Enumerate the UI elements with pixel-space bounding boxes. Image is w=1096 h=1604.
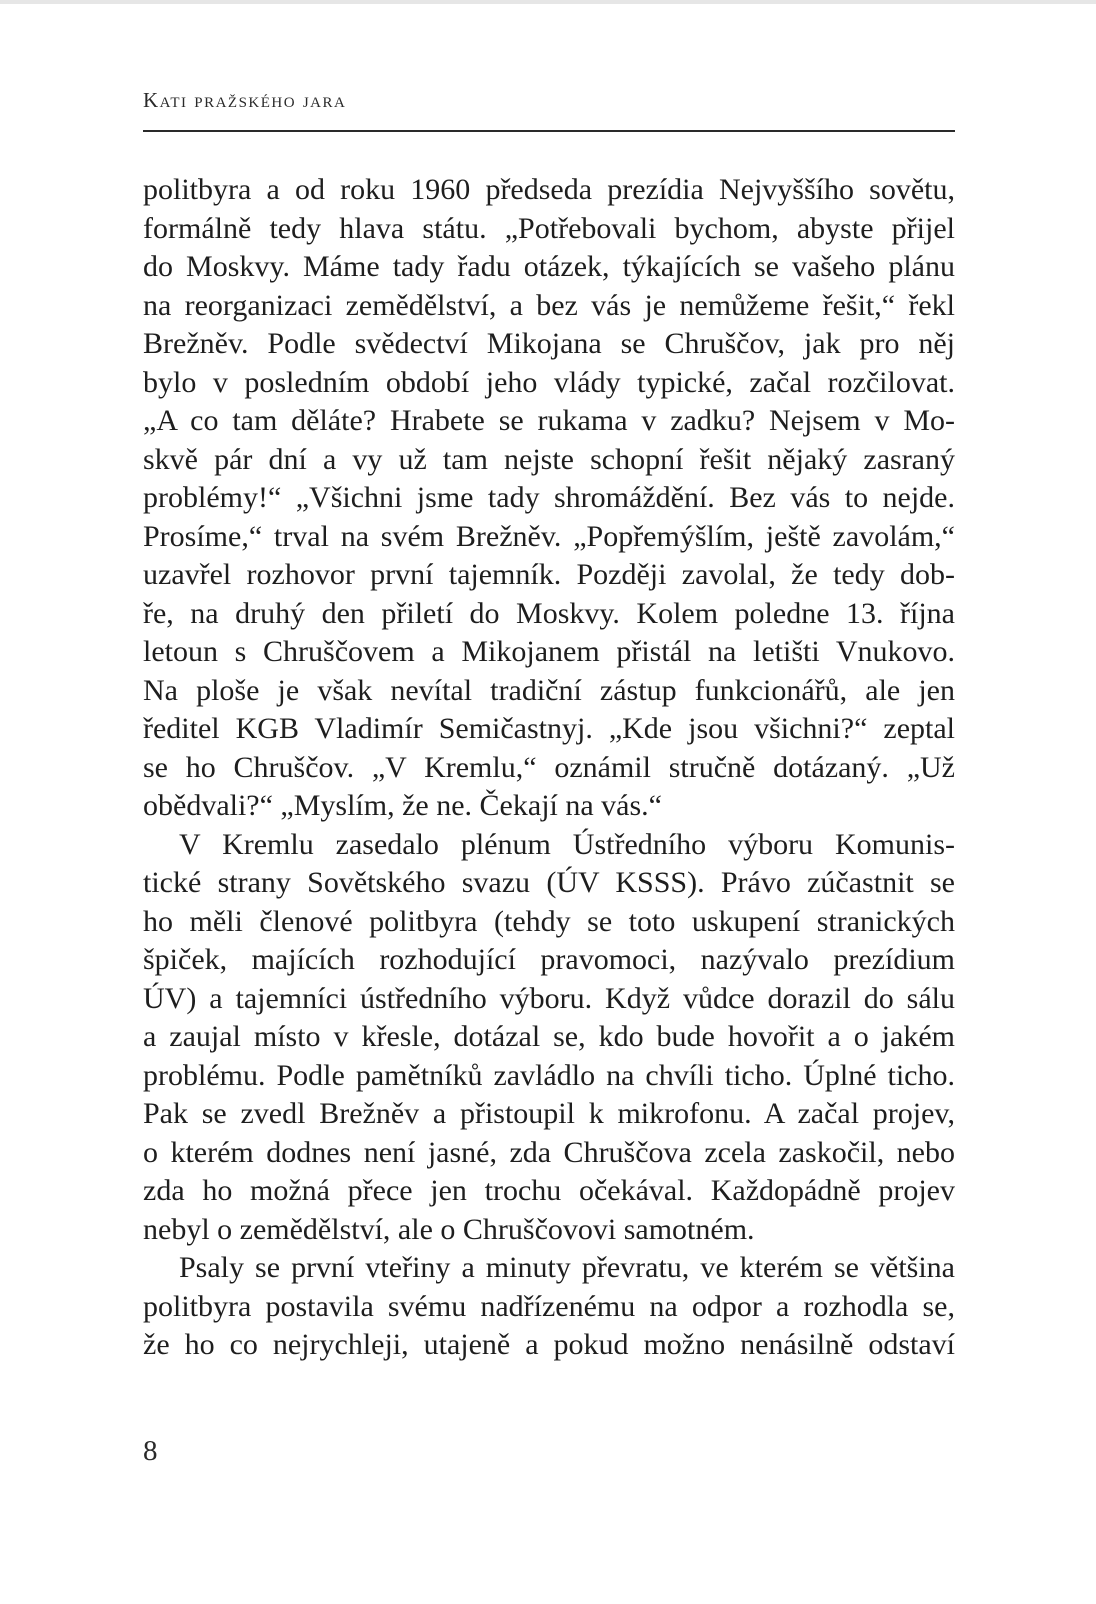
- text-line: nebyl o zemědělství, ale o Chruščovovi samotném.: [143, 1212, 755, 1246]
- text-line: a zaujal místo v křesle, dotázal se, kdo bude hovořit a o jakém: [143, 1020, 955, 1053]
- text-line: na reorganizaci zemědělství, a bez vás je nemůžeme řešit,“ řekl: [143, 288, 955, 322]
- text-line: ře, na druhý den přiletí do Moskvy. Kolem poledne 13. října: [143, 596, 955, 630]
- text-line: formálně tedy hlava státu. „Potřebovali bychom, abyste přijel: [143, 211, 955, 245]
- text-line: tické strany Sovětského svazu (ÚV KSSS). Právo zúčastnit se: [143, 866, 955, 899]
- text-line: Na ploše je však nevítal tradiční zástup funkcionářů, ale jen: [143, 673, 955, 707]
- text-line: skvě pár dní a vy už tam nejste schopní řešit nějaký zasraný: [143, 442, 955, 476]
- page-top-edge: [0, 0, 1096, 4]
- text-line: bylo v posledním období jeho vlády typické, začal rozčilovat.: [143, 365, 955, 399]
- text-line: ředitel KGB Vladimír Semičastnyj. „Kde jsou všichni?“ zeptal: [143, 712, 955, 745]
- text-line: letoun s Chruščovem a Mikojanem přistál na letišti Vnukovo.: [143, 635, 955, 668]
- text-line: o kterém dodnes není jasné, zda Chruščova zcela zaskočil, nebo: [143, 1135, 955, 1169]
- text-line: zda ho možná přece jen trochu očekával. Každopádně projev: [143, 1174, 955, 1207]
- text-line: uzavřel rozhovor první tajemník. Později zavolal, že tedy dob-: [143, 558, 955, 591]
- text-line: Prosíme,“ trval na svém Brežněv. „Popřemýšlím, ještě zavolám,“: [143, 519, 955, 553]
- text-line: problémy!“ „Všichni jsme tady shromáždění. Bez vás to nejde.: [143, 481, 955, 514]
- body-text: [143, 171, 955, 1365]
- text-line: politbyra a od roku 1960 předseda prezídia Nejvyššího sovětu,: [143, 173, 955, 206]
- text-line: se ho Chruščov. „V Kremlu,“ oznámil stručně dotázaný. „Už: [143, 750, 955, 784]
- text-line: ÚV) a tajemníci ústředního výboru. Když vůdce dorazil do sálu: [143, 981, 955, 1015]
- text-line: že ho co nejrychleji, utajeně a pokud možno nenásilně odstaví: [143, 1328, 955, 1361]
- text-line: „A co tam děláte? Hrabete se rukama v zadku? Nejsem v Mo-: [143, 404, 955, 437]
- text-line: Pak se zvedl Brežněv a přistoupil k mikrofonu. A začal projev,: [143, 1097, 955, 1130]
- text-line: V Kremlu zasedalo plénum Ústředního výboru Komunis-: [179, 827, 955, 861]
- text-line: Brežněv. Podle svědectví Mikojana se Chruščov, jak pro něj: [143, 327, 955, 360]
- text-line: ho měli členové politbyra (tehdy se toto uskupení stranických: [143, 904, 955, 938]
- header-rule: [143, 130, 955, 132]
- text-line: problému. Podle pamětníků zavládlo na chvíli ticho. Úplné ticho.: [143, 1058, 955, 1092]
- page-number: 8: [143, 1435, 158, 1467]
- running-head: Kati pražského jara: [143, 88, 347, 112]
- text-line: obědvali?“ „Myslím, že ne. Čekají na vás.“: [143, 789, 662, 822]
- text-line: politbyra postavila svému nadřízenému na odpor a rozhodla se,: [143, 1289, 955, 1323]
- text-line: špiček, majících rozhodující pravomoci, nazývalo prezídium: [143, 943, 955, 976]
- text-line: Psaly se první vteřiny a minuty převratu, ve kterém se většina: [179, 1251, 955, 1284]
- text-line: do Moskvy. Máme tady řadu otázek, týkajících se vašeho plánu: [143, 250, 955, 283]
